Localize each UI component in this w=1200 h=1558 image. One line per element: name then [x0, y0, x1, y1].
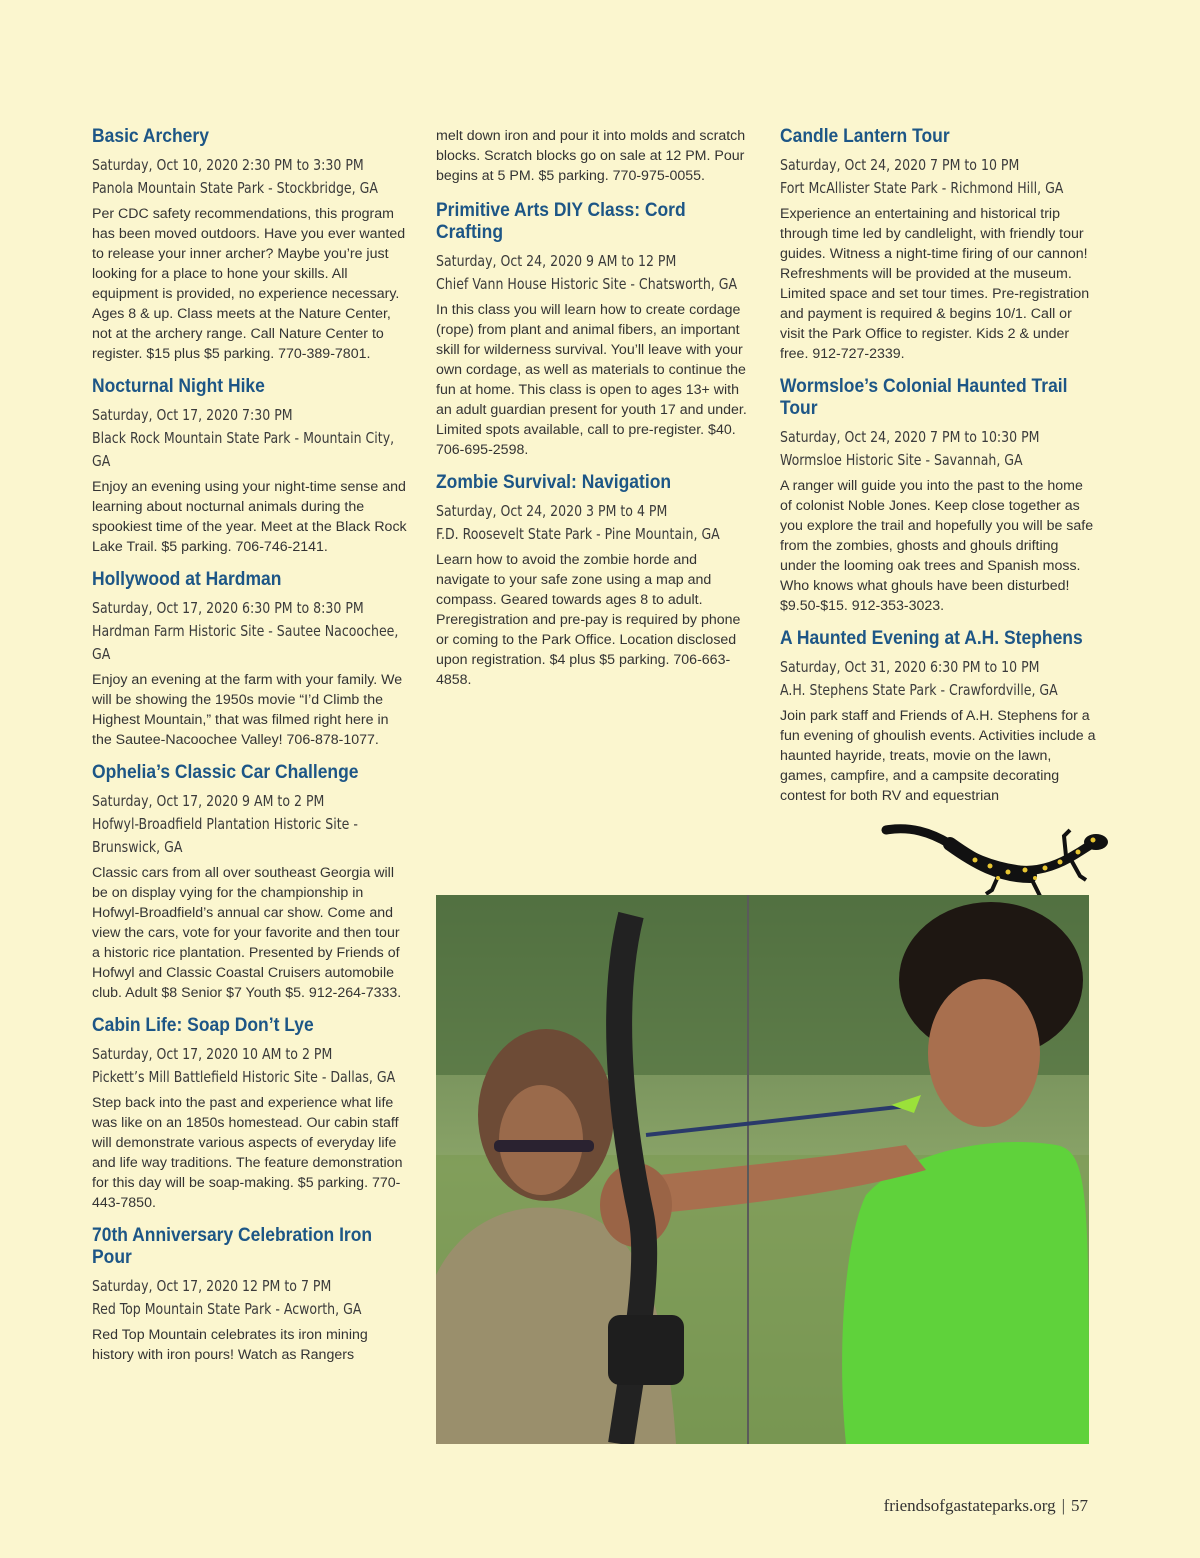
event-description: Classic cars from all over southeast Georgia will be on display vying for the championship in Hofwyl-Broadfield’s annual car show. Come and view the cars, vote for your favorite and then tour a historic rice plantation. Presented by Friends of Hofwyl and Classic Coastal Cruisers automobile club. Adult $8 Senior $7 Youth $5. 912-264-7333.	[92, 865, 402, 1001]
event-listing	[92, 762, 410, 1003]
event-title: Nocturnal Night Hike	[92, 376, 265, 397]
event-listing	[92, 569, 410, 750]
event-location: A.H. Stephens State Park - Crawfordville, GA	[780, 681, 1058, 699]
event-location: Chief Vann House Historic Site - Chatsworth, GA	[436, 275, 738, 293]
page-footer	[884, 1496, 1088, 1516]
page-number: 57	[1071, 1496, 1088, 1515]
column-2	[436, 126, 754, 702]
event-location: Panola Mountain State Park - Stockbridge, GA	[92, 179, 378, 197]
footer-website[interactable]: friendsofgastateparks.org	[883, 1496, 1056, 1515]
event-date: Saturday, Oct 17, 2020 9 AM to 2 PM	[92, 792, 325, 810]
column-1	[92, 126, 410, 1377]
continued-text: melt down iron and pour it into molds and scratch blocks. Scratch blocks go on sale at 12 PM. Pour begins at 5 PM. $5 parking. 770-975-0055.	[436, 128, 746, 184]
event-date: Saturday, Oct 17, 2020 7:30 PM	[92, 406, 293, 424]
event-date: Saturday, Oct 24, 2020 3 PM to 4 PM	[436, 502, 668, 520]
event-description: Join park staff and Friends of A.H. Stephens for a fun evening of ghoulish events. Activities include a haunted hayride, treats, movie on the lawn, games, campfire, and a campsite decorating contest for both RV and equestrian	[780, 708, 1096, 804]
footer-separator: |	[1061, 1496, 1065, 1515]
event-description: A ranger will guide you into the past to the home of colonist Noble Jones. Keep close together as you explore the trail and hopefully you will be safe from the zombies, ghosts and ghouls drifting under the looming oak trees and Spanish moss. Who knows what ghouls have been disturbed! $9.50-$15. 912-353-3023.	[780, 478, 1094, 614]
event-title: Basic Archery	[92, 126, 209, 147]
event-title: Zombie Survival: Navigation	[436, 472, 672, 493]
event-date: Saturday, Oct 17, 2020 12 PM to 7 PM	[92, 1277, 332, 1295]
event-listing	[780, 376, 1098, 616]
event-date: Saturday, Oct 24, 2020 7 PM to 10 PM	[780, 156, 1020, 174]
event-date: Saturday, Oct 24, 2020 7 PM to 10:30 PM	[780, 428, 1040, 446]
event-title: Hollywood at Hardman	[92, 569, 282, 590]
event-listing	[780, 126, 1098, 364]
event-title: Ophelia’s Classic Car Challenge	[92, 762, 359, 783]
event-listing	[92, 1015, 410, 1213]
event-title: 70th Anniversary Celebration Iron Pour	[92, 1225, 373, 1268]
event-location: Wormsloe Historic Site - Savannah, GA	[780, 451, 1023, 469]
event-description: Enjoy an evening using your night-time sense and learning about nocturnal animals during the spookiest time of the year. Meet at the Black Rock Lake Trail. $5 parking. 706-746-2141.	[92, 479, 407, 555]
event-location: F.D. Roosevelt State Park - Pine Mountain, GA	[436, 525, 720, 543]
event-listing	[780, 628, 1098, 806]
event-listing	[436, 472, 754, 690]
event-location: Hardman Farm Historic Site - Sautee Nacoochee, GA	[92, 622, 399, 663]
event-listing	[92, 126, 410, 364]
event-description: Experience an entertaining and historical trip through time led by candlelight, with friendly tour guides. Witness a night-time firing of our cannon! Refreshments will be provided at the museum. Limited space and set tour times. Pre-registration and payment is required & begins 10/1. Call or visit the Park Office to register. Kids 2 & under free. 912-727-2339.	[780, 206, 1090, 362]
event-description: Enjoy an evening at the farm with your family. We will be showing the 1950s movie “I’d Climb the Highest Mountain,” that was filmed right here in the Sautee-Nacoochee Valley! 706-878-1077.	[92, 672, 403, 748]
event-date: Saturday, Oct 17, 2020 10 AM to 2 PM	[92, 1045, 333, 1063]
event-description: Red Top Mountain celebrates its iron mining history with iron pours! Watch as Rangers	[92, 1327, 368, 1363]
event-title: Cabin Life: Soap Don’t Lye	[92, 1015, 314, 1036]
event-description: In this class you will learn how to create cordage (rope) from plant and animal fibers, an important skill for wilderness survival. You’ll leave with your own cordage, as well as materials to continue the fun at home. This class is open to ages 13+ with an adult guardian present for youth 17 and under. Limited spots available, call to pre-register. $40. 706-695-2598.	[436, 302, 747, 458]
event-title: Wormsloe’s Colonial Haunted Trail Tour	[780, 376, 1068, 419]
event-description: Per CDC safety recommendations, this program has been moved outdoors. Have you ever wanted to release your inner archer? Maybe you’re just looking for a place to hone your skills. All equipment is provided, no experience necessary. Ages 8 & up. Class meets at the Nature Center, not at the archery range. Call Nature Center to register. $15 plus $5 parking. 770-389-7801.	[92, 206, 406, 362]
event-date: Saturday, Oct 17, 2020 6:30 PM to 8:30 PM	[92, 599, 364, 617]
event-title: Primitive Arts DIY Class: Cord Crafting	[436, 200, 686, 243]
event-listing	[436, 200, 754, 460]
event-location: Red Top Mountain State Park - Acworth, GA	[92, 1300, 362, 1318]
event-location: Fort McAllister State Park - Richmond Hill, GA	[780, 179, 1064, 197]
event-title: A Haunted Evening at A.H. Stephens	[780, 628, 1083, 649]
column-3	[780, 126, 1098, 818]
event-date: Saturday, Oct 31, 2020 6:30 PM to 10 PM	[780, 658, 1040, 676]
event-listing	[92, 376, 410, 557]
event-title: Candle Lantern Tour	[780, 126, 950, 147]
event-location: Pickett’s Mill Battlefield Historic Site - Dallas, GA	[92, 1068, 396, 1086]
archery-photo	[436, 895, 1089, 1444]
event-date: Saturday, Oct 24, 2020 9 AM to 12 PM	[436, 252, 677, 270]
event-description: Step back into the past and experience what life was like on an 1850s homestead. Our cabin staff will demonstrate various aspects of everyday life and life way traditions. The feature demonstration for this day will be soap-making. $5 parking. 770-443-7850.	[92, 1095, 403, 1211]
event-listing	[92, 1225, 410, 1365]
event-location: Black Rock Mountain State Park - Mountain City, GA	[92, 429, 395, 470]
event-date: Saturday, Oct 10, 2020 2:30 PM to 3:30 PM	[92, 156, 364, 174]
event-location: Hofwyl-Broadfield Plantation Historic Site - Brunswick, GA	[92, 815, 358, 856]
event-description: Learn how to avoid the zombie horde and navigate to your safe zone using a map and compass. Geared towards ages 8 to adult. Preregistration and pre-pay is required by phone or coming to the Park Office. Location disclosed upon registration. $4 plus $5 parking. 706-663-4858.	[436, 552, 741, 688]
